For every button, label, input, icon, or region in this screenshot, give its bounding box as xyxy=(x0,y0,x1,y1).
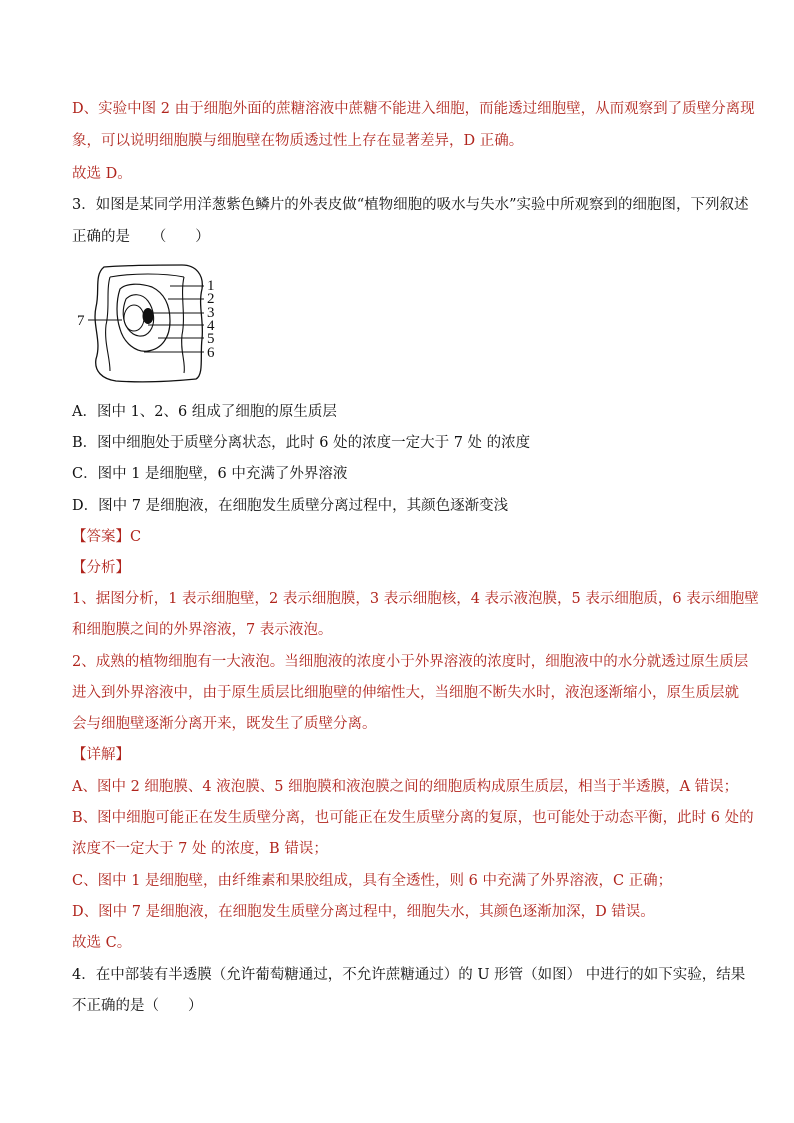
plant-cell-diagram xyxy=(76,255,226,387)
cell-wall-inner xyxy=(106,277,110,371)
label-7: 7 xyxy=(77,313,85,329)
analysis-point-1-line-1: 1、据图分析，1 表示细胞壁，2 表示细胞膜，3 表示细胞核，4 表示液泡膜，5 表示细胞质，6 表示细胞壁 xyxy=(72,591,759,607)
details-b-line-1: B、图中细胞可能正在发生质壁分离，也可能正在发生质壁分离的复原，也可能处于动态平衡，此时 6 处的 xyxy=(72,810,754,826)
vacuole xyxy=(124,305,144,331)
details-c: C、图中 1 是细胞壁，由纤维素和果胶组成，具有全透性，则 6 中充满了外界溶液，C 正确； xyxy=(72,873,673,889)
analysis-point-2-line-1: 2、成熟的植物细胞有一大液泡。当细胞液的浓度小于外界溶液的浓度时，细胞液中的水分就透过原生质层 xyxy=(72,654,749,670)
answer-heading: 【答案】C xyxy=(72,529,142,545)
label-1: 1 xyxy=(207,278,215,294)
option-d: D．图中 7 是细胞液，在细胞发生质壁分离过程中，其颜色逐渐变浅 xyxy=(72,498,509,514)
details-d: D、图中 7 是细胞液，在细胞发生质壁分离过程中，细胞失水，其颜色逐渐加深，D 错误。 xyxy=(72,904,655,920)
option-c: C．图中 1 是细胞壁，6 中充满了外界溶液 xyxy=(72,466,348,482)
nucleus xyxy=(143,308,154,324)
details-heading: 【详解】 xyxy=(72,747,130,763)
label-5: 5 xyxy=(207,331,215,347)
option-a: A．图中 1、2、6 组成了细胞的原生质层 xyxy=(72,404,337,420)
analysis-heading: 【分析】 xyxy=(72,560,130,576)
analysis-point-2-line-2: 进入到外界溶液中，由于原生质层比细胞壁的伸缩性大，当细胞不断失水时，液泡逐渐缩小，原生质层就 xyxy=(72,685,739,701)
cell-wall-inner-top xyxy=(110,274,184,277)
question-3-stem-line-1: 3．如图是某同学用洋葱紫色鳞片的外表皮做“植物细胞的吸水与失水”实验中所观察到的细胞图，下列叙述 xyxy=(72,197,749,213)
option-b: B．图中细胞处于质壁分离状态，此时 6 处的浓度一定大于 7 处 的浓度 xyxy=(72,435,531,451)
option-d-explanation-line-2: 象，可以说明细胞膜与细胞壁在物质透过性上存在显著差异，D 正确。 xyxy=(72,133,524,149)
prev-answer-choice: 故选 D。 xyxy=(72,166,132,182)
analysis-point-2-line-3: 会与细胞壁逐渐分离开来，既发生了质壁分离。 xyxy=(72,716,377,732)
question-4-stem-line-1: 4．在中部装有半透膜（允许葡萄糖通过，不允许蔗糖通过）的 U 形管（如图） 中进行的如下实验，结果 xyxy=(72,967,746,983)
label-4: 4 xyxy=(207,318,215,334)
answer-choice: 故选 C。 xyxy=(72,935,132,951)
analysis-point-1-line-2: 和细胞膜之间的外界溶液，7 表示液泡。 xyxy=(72,622,333,638)
option-d-explanation-line-1: D、实验中图 2 由于细胞外面的蔗糖溶液中蔗糖不能进入细胞，而能透过细胞壁，从而观察到了质壁分离现 xyxy=(72,101,755,117)
label-2: 2 xyxy=(207,291,215,307)
details-a: A、图中 2 细胞膜、4 液泡膜、5 细胞膜和液泡膜之间的细胞质构成原生质层，相当于半透膜，A 错误； xyxy=(72,779,739,795)
label-3: 3 xyxy=(207,305,215,321)
question-4-stem-line-2: 不正确的是（ ） xyxy=(72,998,203,1014)
question-3-stem-line-2: 正确的是 （ ） xyxy=(72,229,210,245)
label-6: 6 xyxy=(207,345,215,361)
details-b-line-2: 浓度不一定大于 7 处 的浓度，B 错误； xyxy=(72,841,328,857)
